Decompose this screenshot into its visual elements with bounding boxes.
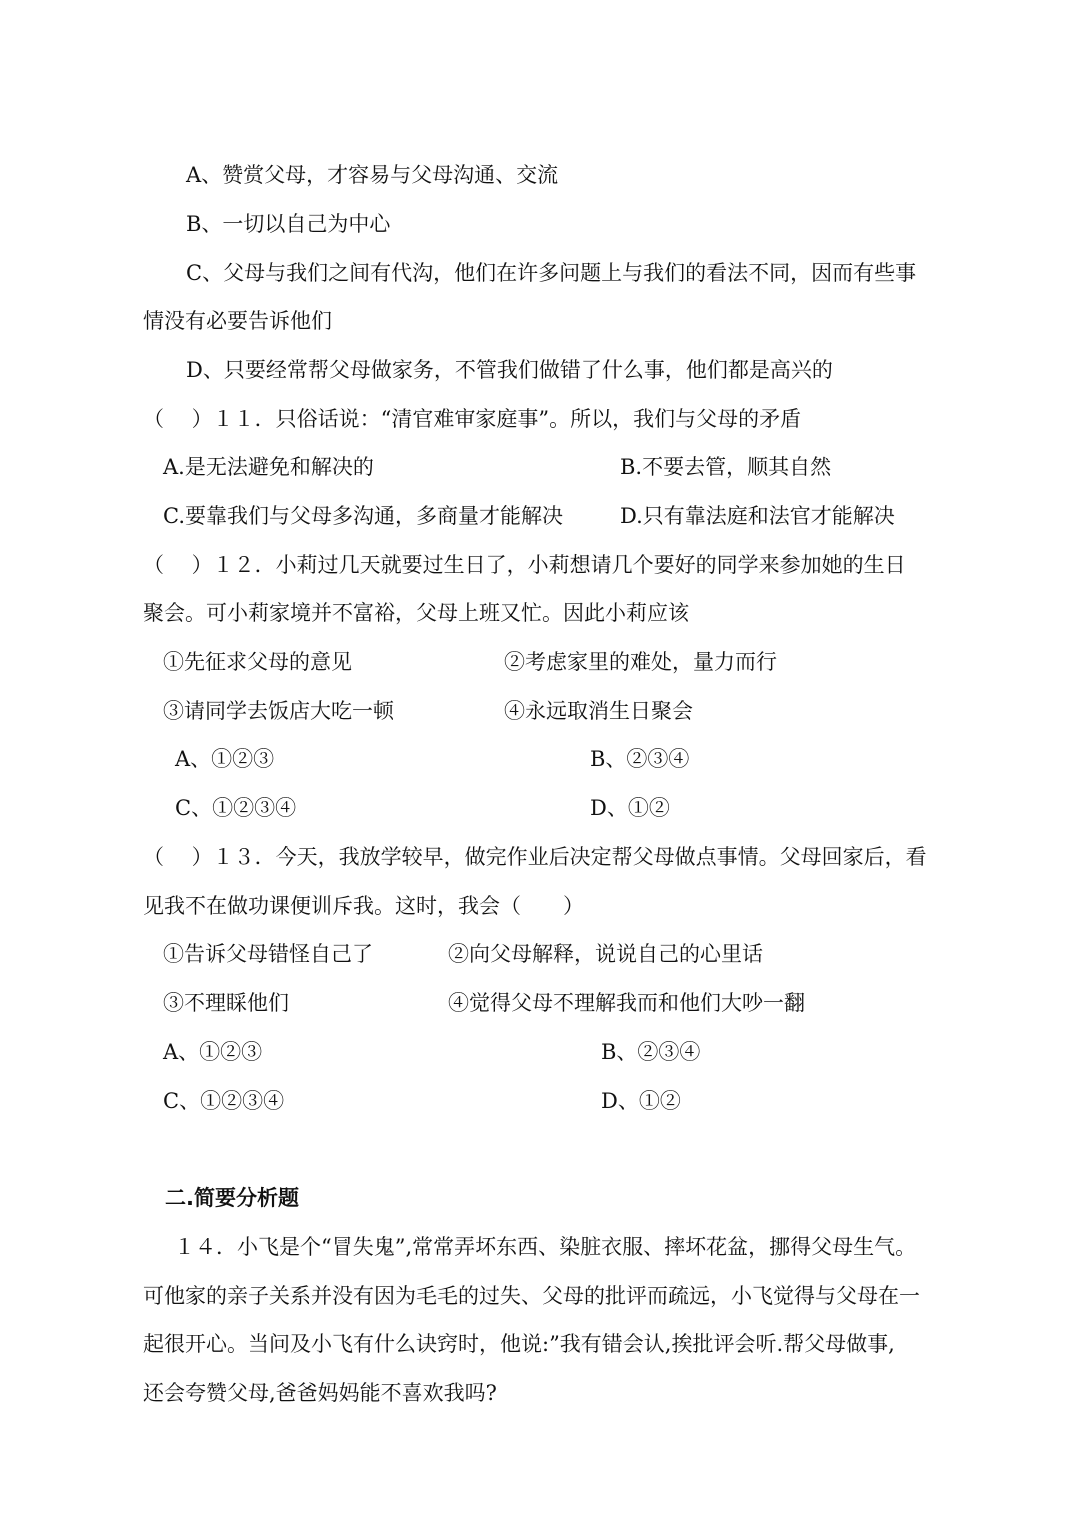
q12-stem-line2: 聚会。可小莉家境并不富裕，父母上班又忙。因此小莉应该: [143, 601, 689, 625]
section-heading-analysis: 二.简要分析题: [165, 1186, 299, 1210]
q12-item-4: ④永远取消生日聚会: [504, 699, 693, 723]
q10-option-c-line1: C、父母与我们之间有代沟，他们在许多问题上与我们的看法不同，因而有些事: [186, 261, 917, 285]
q13-option-c: C、①②③④: [163, 1089, 285, 1113]
q13-item-4: ④觉得父母不理解我而和他们大吵一翻: [448, 991, 805, 1015]
q12-stem-line1: （ ）１２．小莉过几天就要过生日了，小莉想请几个要好的同学来参加她的生日: [143, 553, 906, 577]
q13-stem-line1: （ ）１３．今天，我放学较早，做完作业后决定帮父母做点事情。父母回家后，看: [143, 845, 927, 869]
q14-line1: １４．小飞是个“冒失鬼”,常常弄坏东西、染脏衣服、摔坏花盆，挪得父母生气。: [174, 1235, 917, 1259]
q12-item-1: ①先征求父母的意见: [163, 650, 352, 674]
q13-stem-line2: 见我不在做功课便训斥我。这时，我会（ ）: [143, 894, 584, 918]
q10-option-a: A、赞赏父母，才容易与父母沟通、交流: [186, 163, 559, 187]
q11-stem: （ ）１１．只俗话说：“清官难审家庭事”。所以，我们与父母的矛盾: [143, 407, 802, 431]
q14-line4: 还会夸赞父母,爸爸妈妈能不喜欢我吗?: [143, 1381, 497, 1405]
q11-option-c: C.要靠我们与父母多沟通，多商量才能解决: [163, 504, 563, 528]
q12-option-c: C、①②③④: [175, 796, 297, 820]
q11-option-d: D.只有靠法庭和法官才能解决: [620, 504, 895, 528]
q13-option-b: B、②③④: [601, 1040, 701, 1064]
q13-item-3: ③不理睬他们: [163, 991, 289, 1015]
q12-option-b: B、②③④: [590, 747, 690, 771]
q14-line2: 可他家的亲子关系并没有因为毛毛的过失、父母的批评而疏远，小飞觉得与父母在一: [143, 1284, 920, 1308]
q11-option-b: B.不要去管，顺其自然: [620, 455, 832, 479]
q12-option-d: D、①②: [590, 796, 670, 820]
q14-line3: 起很开心。当问及小飞有什么诀窍时，他说:”我有错会认,挨批评会听.帮父母做事,: [143, 1332, 895, 1356]
q12-option-a: A、①②③: [175, 747, 275, 771]
q12-item-3: ③请同学去饭店大吃一顿: [163, 699, 394, 723]
q12-item-2: ②考虑家里的难处，量力而行: [504, 650, 777, 674]
q11-option-a: A.是无法避免和解决的: [163, 455, 374, 479]
q10-option-c-line2: 情没有必要告诉他们: [143, 309, 332, 333]
q13-item-1: ①告诉父母错怪自己了: [163, 942, 373, 966]
q10-option-b: B、一切以自己为中心: [186, 212, 391, 236]
q13-option-d: D、①②: [601, 1089, 681, 1113]
q10-option-d: D、只要经常帮父母做家务，不管我们做错了什么事，他们都是高兴的: [186, 358, 833, 382]
q13-item-2: ②向父母解释，说说自己的心里话: [448, 942, 763, 966]
q13-option-a: A、①②③: [163, 1040, 263, 1064]
